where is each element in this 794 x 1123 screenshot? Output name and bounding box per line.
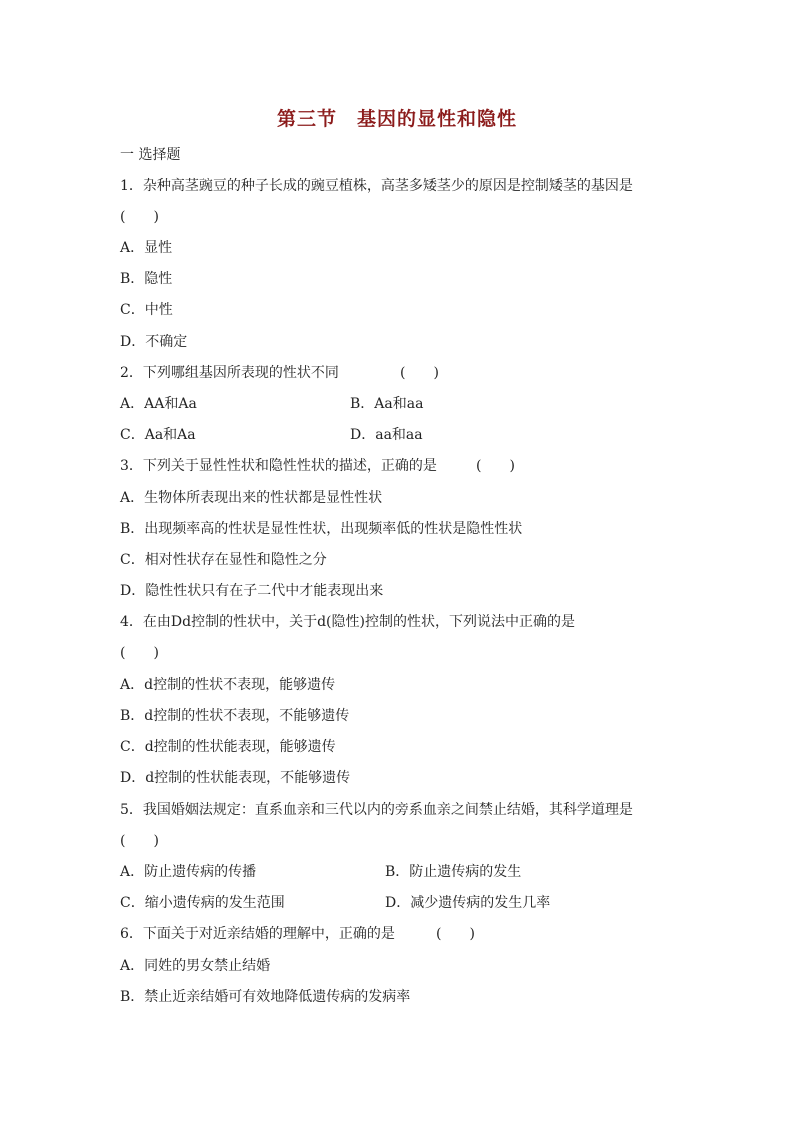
question-3-option-a: A．生物体所表现出来的性状都是显性性状 <box>120 490 383 506</box>
question-3-option-b: B．出现频率高的性状是显性性状，出现频率低的性状是隐性性状 <box>120 521 523 537</box>
question-3-option-c: C．相对性状存在显性和隐性之分 <box>120 552 327 568</box>
question-4-option-b: B．d控制的性状不表现，不能够遗传 <box>120 708 350 724</box>
question-4-stem: 4．在由Dd控制的性状中，关于d(隐性)控制的性状，下列说法中正确的是 <box>120 614 575 630</box>
question-5-stem: 5．我国婚姻法规定：直系血亲和三代以内的旁系血亲之间禁止结婚，其科学道理是 <box>120 802 633 818</box>
page-title: 第三节 基因的显性和隐性 <box>276 108 517 130</box>
question-6-option-b: B．禁止近亲结婚可有效地降低遗传病的发病率 <box>120 989 411 1005</box>
question-1-option-d: D．不确定 <box>120 334 188 350</box>
section-heading: 一 选择题 <box>120 147 181 163</box>
question-2-option-d: D．aa和aa <box>350 427 423 443</box>
question-6-bracket: ( ) <box>436 926 475 942</box>
question-5-option-a: A．防止遗传病的传播 <box>120 864 257 880</box>
question-6-stem: 6．下面关于对近亲结婚的理解中，正确的是 <box>120 926 395 942</box>
question-3-option-d: D．隐性性状只有在子二代中才能表现出来 <box>120 583 384 599</box>
question-2-stem: 2．下列哪组基因所表现的性状不同 <box>120 365 339 381</box>
question-2-option-b: B．Aa和aa <box>350 396 424 412</box>
question-4-bracket: ( ) <box>120 645 159 661</box>
question-4-option-c: C．d控制的性状能表现，能够遗传 <box>120 739 336 755</box>
question-4-option-d: D．d控制的性状能表现，不能够遗传 <box>120 770 351 786</box>
question-5-option-c: C．缩小遗传病的发生范围 <box>120 895 285 911</box>
question-1-stem: 1．杂种高茎豌豆的种子长成的豌豆植株，高茎多矮茎少的原因是控制矮茎的基因是 <box>120 178 633 194</box>
question-3-stem: 3．下列关于显性性状和隐性性状的描述，正确的是 <box>120 458 437 474</box>
question-5-option-b: B．防止遗传病的发生 <box>385 864 522 880</box>
question-1-option-b: B．隐性 <box>120 271 173 287</box>
question-2-bracket: ( ) <box>400 365 439 381</box>
question-1-option-c: C．中性 <box>120 302 173 318</box>
question-3-bracket: ( ) <box>476 458 515 474</box>
question-2-option-c: C．Aa和Aa <box>120 427 196 443</box>
question-5-option-d: D．减少遗传病的发生几率 <box>385 895 551 911</box>
question-6-option-a: A．同姓的男女禁止结婚 <box>120 958 271 974</box>
question-1-bracket: ( ) <box>120 209 159 225</box>
question-1-option-a: A．显性 <box>120 240 173 256</box>
question-4-option-a: A．d控制的性状不表现，能够遗传 <box>120 677 336 693</box>
question-2-option-a: A．AA和Aa <box>120 396 197 412</box>
question-5-bracket: ( ) <box>120 833 159 849</box>
